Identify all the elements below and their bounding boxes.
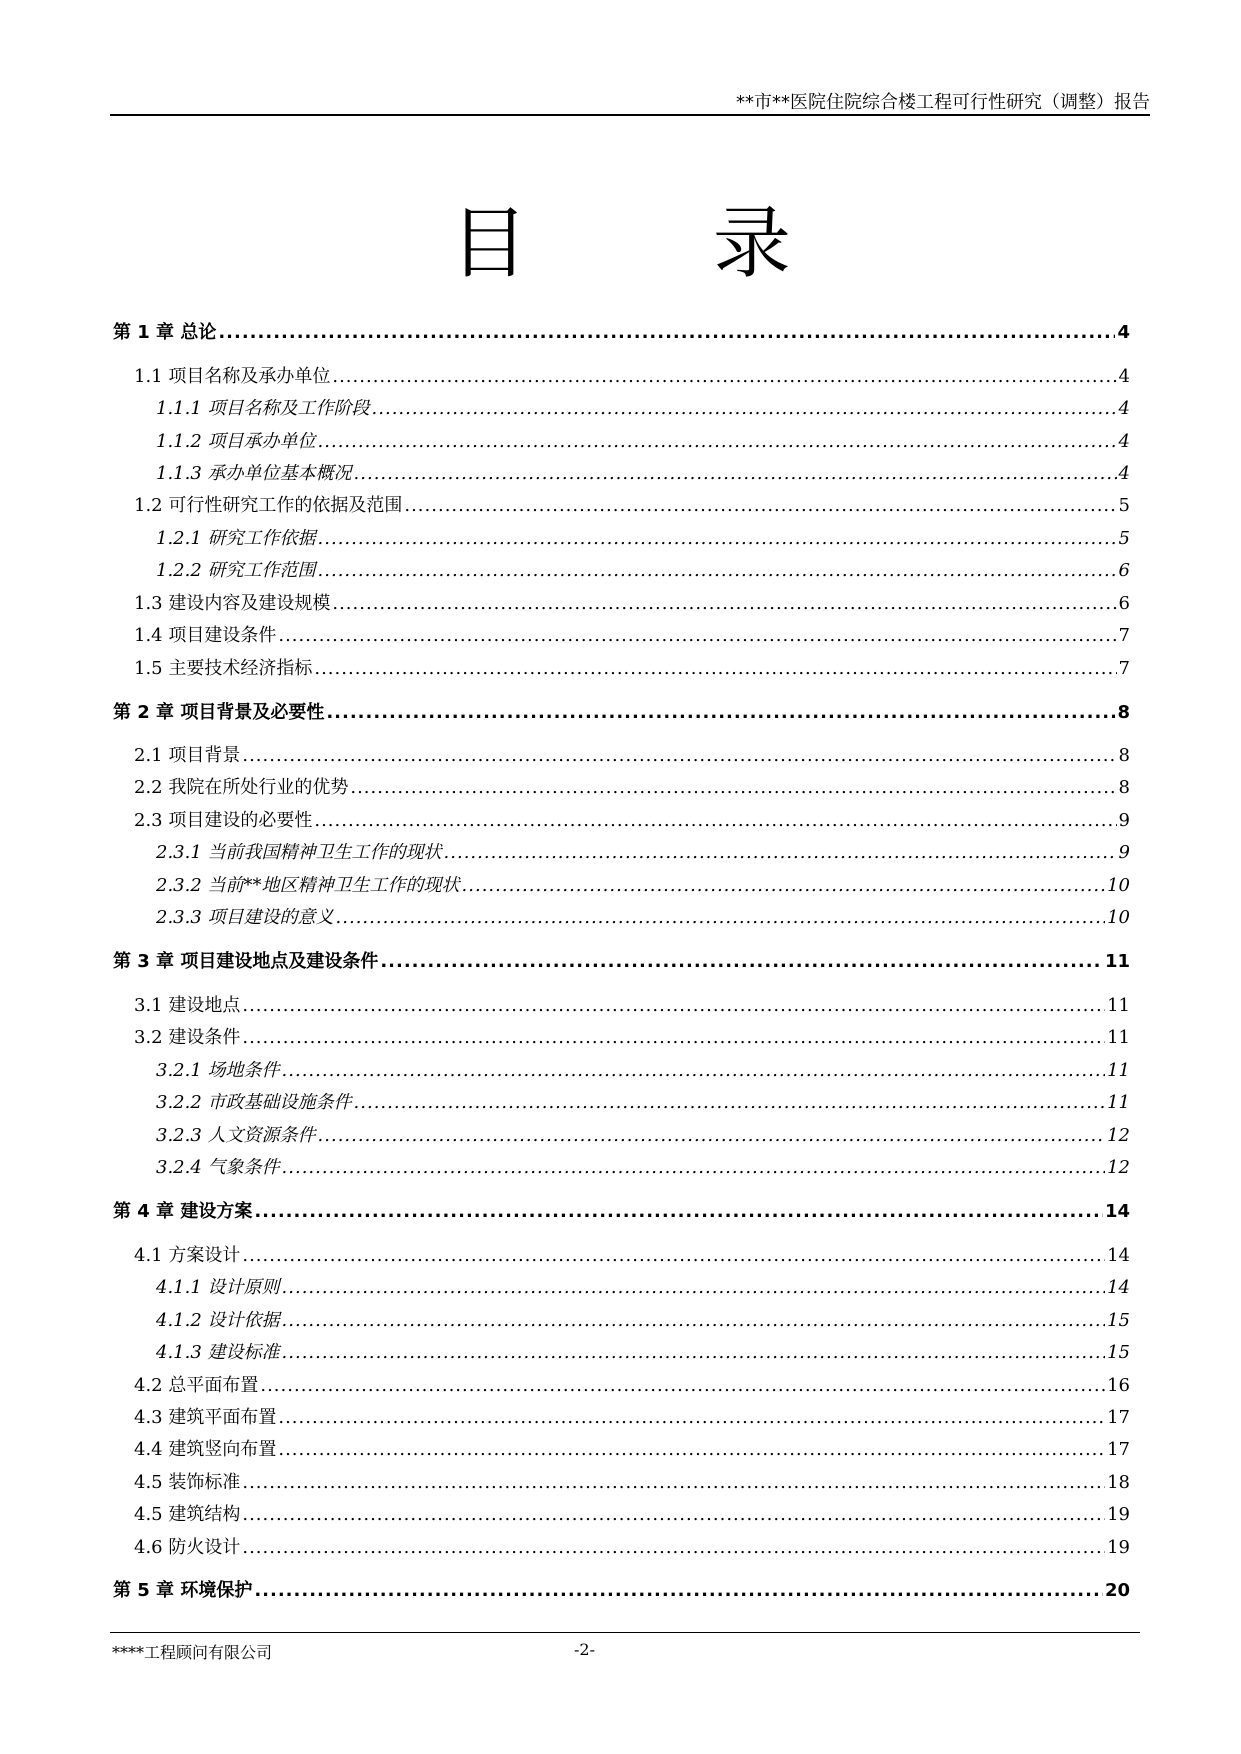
toc-subsection-entry[interactable] (156, 459, 1130, 485)
toc-leader-dots (260, 1375, 1105, 1396)
toc-entry-label: 1.1 项目名称及承办单位 (134, 366, 331, 387)
header-title: **市**医院住院综合楼工程可行性研究（调整）报告 (736, 92, 1150, 113)
toc-leader-dots (462, 875, 1106, 896)
toc-subsection-entry[interactable] (156, 394, 1130, 420)
toc-leader-dots (242, 1472, 1105, 1493)
toc-section-entry[interactable] (134, 1403, 1130, 1429)
toc-entry-label: 2.2 我院在所处行业的优势 (134, 777, 349, 798)
toc-entry-page: 7 (1118, 658, 1130, 679)
toc-entry-page: 15 (1107, 1310, 1130, 1331)
toc-subsection-entry[interactable] (156, 903, 1130, 929)
toc-entry-label: 4.5 装饰标准 (134, 1472, 241, 1493)
toc-entry-label: 4.5 建筑结构 (134, 1504, 241, 1525)
toc-leader-dots (372, 398, 1117, 419)
toc-leader-dots (314, 658, 1116, 679)
toc-subsection-entry[interactable] (156, 1306, 1130, 1332)
toc-entry-label: 1.2.2 研究工作范围 (156, 560, 316, 581)
toc-entry-page: 12 (1107, 1157, 1130, 1178)
toc-entry-page: 5 (1118, 528, 1130, 549)
toc-leader-dots (332, 593, 1116, 614)
toc-leader-dots (282, 1277, 1106, 1298)
toc-entry-label: 第 2 章 项目背景及必要性 (113, 702, 325, 723)
toc-section-entry[interactable] (134, 1241, 1130, 1267)
toc-entry-page: 15 (1107, 1342, 1130, 1363)
toc-leader-dots (314, 810, 1116, 831)
toc-leader-dots (278, 1439, 1105, 1460)
toc-entry-label: 2.3 项目建设的必要性 (134, 810, 313, 831)
toc-entry-label: 1.2 可行性研究工作的依据及范围 (134, 495, 403, 516)
toc-leader-dots (242, 745, 1116, 766)
toc-entry-page: 4 (1118, 366, 1130, 387)
toc-entry-page: 8 (1118, 745, 1130, 766)
toc-entry-page: 14 (1107, 1245, 1130, 1266)
toc-entry-label: 第 5 章 环境保护 (113, 1580, 253, 1601)
toc-entry-label: 3.2.4 气象条件 (156, 1157, 280, 1178)
toc-chapter-entry[interactable] (113, 1576, 1130, 1602)
toc-section-entry[interactable] (134, 1435, 1130, 1461)
toc-entry-label: 1.2.1 研究工作依据 (156, 528, 316, 549)
toc-leader-dots (332, 366, 1116, 387)
toc-entry-label: 4.1.2 设计依据 (156, 1310, 280, 1331)
toc-subsection-entry[interactable] (156, 1121, 1130, 1147)
toc-entry-label: 2.3.1 当前我国精神卫生工作的现状 (156, 842, 442, 863)
toc-chapter-entry[interactable] (113, 318, 1130, 344)
toc-subsection-entry[interactable] (156, 1056, 1130, 1082)
toc-entry-page: 11 (1107, 1092, 1130, 1113)
toc-entry-label: 3.2 建设条件 (134, 1027, 241, 1048)
toc-entry-page: 10 (1107, 875, 1130, 896)
toc-entry-page: 12 (1107, 1125, 1130, 1146)
toc-leader-dots (282, 1060, 1106, 1081)
toc-leader-dots (254, 1580, 1103, 1601)
toc-entry-page: 4 (1118, 398, 1130, 419)
toc-section-entry[interactable] (134, 1533, 1130, 1559)
toc-entry-page: 20 (1104, 1580, 1130, 1601)
toc-entry-page: 17 (1107, 1439, 1130, 1460)
footer-divider (110, 1632, 1140, 1633)
toc-leader-dots (242, 1027, 1105, 1048)
toc-entry-page: 14 (1107, 1277, 1130, 1298)
toc-entry-page: 5 (1118, 495, 1130, 516)
toc-chapter-entry[interactable] (113, 698, 1130, 724)
toc-entry-label: 1.5 主要技术经济指标 (134, 658, 313, 679)
toc-entry-page: 8 (1117, 702, 1130, 723)
toc-chapter-entry[interactable] (113, 1197, 1130, 1223)
toc-section-entry[interactable] (134, 654, 1130, 680)
toc-leader-dots (350, 777, 1116, 798)
toc-entry-page: 17 (1107, 1407, 1130, 1428)
toc-section-entry[interactable] (134, 589, 1130, 615)
toc-subsection-entry[interactable] (156, 556, 1130, 582)
toc-leader-dots (282, 1310, 1106, 1331)
toc-entry-label: 4.1.3 建设标准 (156, 1342, 280, 1363)
toc-entry-label: 4.3 建筑平面布置 (134, 1407, 277, 1428)
toc-section-entry[interactable] (134, 362, 1130, 388)
toc-leader-dots (282, 1342, 1106, 1363)
toc-entry-page: 14 (1104, 1201, 1130, 1222)
toc-entry-page: 4 (1118, 463, 1130, 484)
toc-entry-page: 4 (1117, 322, 1130, 343)
toc-entry-label: 3.2.3 人文资源条件 (156, 1125, 316, 1146)
toc-entry-label: 4.6 防火设计 (134, 1537, 241, 1558)
toc-chapter-entry[interactable] (113, 947, 1130, 973)
toc-entry-page: 18 (1107, 1472, 1130, 1493)
toc-entry-page: 4 (1118, 431, 1130, 452)
toc-entry-label: 2.3.3 项目建设的意义 (156, 907, 334, 928)
toc-leader-dots (354, 463, 1117, 484)
toc-leader-dots (444, 842, 1117, 863)
toc-entry-page: 8 (1118, 777, 1130, 798)
toc-section-entry[interactable] (134, 773, 1130, 799)
toc-entry-label: 第 4 章 建设方案 (113, 1201, 253, 1222)
toc-leader-dots (278, 625, 1116, 646)
toc-entry-label: 1.3 建设内容及建设规模 (134, 593, 331, 614)
toc-entry-page: 11 (1107, 1060, 1130, 1081)
footer-page-number: -2- (574, 1640, 595, 1659)
toc-leader-dots (254, 1201, 1103, 1222)
toc-section-entry[interactable] (134, 621, 1130, 647)
toc-leader-dots (282, 1157, 1106, 1178)
toc-section-entry[interactable] (134, 1371, 1130, 1397)
toc-leader-dots (242, 1245, 1105, 1266)
toc-leader-dots (318, 560, 1117, 581)
toc-entry-label: 4.1 方案设计 (134, 1245, 241, 1266)
toc-entry-label: 第 3 章 项目建设地点及建设条件 (113, 951, 379, 972)
toc-section-entry[interactable] (134, 1468, 1130, 1494)
toc-entry-label: 1.1.1 项目名称及工作阶段 (156, 398, 370, 419)
toc-leader-dots (336, 907, 1106, 928)
toc-entry-page: 19 (1107, 1504, 1130, 1525)
toc-entry-page: 11 (1107, 1027, 1130, 1048)
toc-entry-label: 1.4 项目建设条件 (134, 625, 277, 646)
page-header (110, 86, 1150, 116)
toc-subsection-entry[interactable] (156, 871, 1130, 897)
toc-leader-dots (318, 1125, 1106, 1146)
toc-leader-dots (278, 1407, 1105, 1428)
toc-subsection-entry[interactable] (156, 1338, 1130, 1364)
toc-entry-page: 16 (1107, 1375, 1130, 1396)
toc-section-entry[interactable] (134, 806, 1130, 832)
toc-section-entry[interactable] (134, 741, 1130, 767)
toc-subsection-entry[interactable] (156, 1153, 1130, 1179)
toc-leader-dots (404, 495, 1116, 516)
footer-company: ****工程顾问有限公司 (112, 1643, 273, 1662)
toc-leader-dots (380, 951, 1103, 972)
toc-entry-page: 6 (1118, 560, 1130, 581)
toc-leader-dots (218, 322, 1115, 343)
toc-subsection-entry[interactable] (156, 524, 1130, 550)
toc-entry-page: 6 (1118, 593, 1130, 614)
toc-subsection-entry[interactable] (156, 838, 1130, 864)
toc-entry-page: 9 (1118, 810, 1130, 831)
toc-entry-page: 7 (1118, 625, 1130, 646)
toc-leader-dots (242, 1537, 1105, 1558)
toc-entry-label: 4.4 建筑竖向布置 (134, 1439, 277, 1460)
toc-section-entry[interactable] (134, 1500, 1130, 1526)
toc-leader-dots (326, 702, 1115, 723)
toc-entry-page: 10 (1107, 907, 1130, 928)
toc-entry-page: 11 (1104, 951, 1130, 972)
toc-entry-label: 3.1 建设地点 (134, 995, 241, 1016)
toc-entry-label: 2.1 项目背景 (134, 745, 241, 766)
toc-subsection-entry[interactable] (156, 1273, 1130, 1299)
toc-entry-label: 4.2 总平面布置 (134, 1375, 259, 1396)
toc-section-entry[interactable] (134, 991, 1130, 1017)
toc-leader-dots (242, 1504, 1105, 1525)
toc-entry-page: 9 (1118, 842, 1130, 863)
toc-section-entry[interactable] (134, 491, 1130, 517)
toc-entry-page: 19 (1107, 1537, 1130, 1558)
toc-entry-label: 1.1.2 项目承办单位 (156, 431, 316, 452)
toc-entry-label: 3.2.2 市政基础设施条件 (156, 1092, 352, 1113)
toc-entry-label: 4.1.1 设计原则 (156, 1277, 280, 1298)
toc-subsection-entry[interactable] (156, 427, 1130, 453)
toc-leader-dots (318, 528, 1117, 549)
toc-entry-label: 2.3.2 当前**地区精神卫生工作的现状 (156, 875, 460, 896)
toc-section-entry[interactable] (134, 1023, 1130, 1049)
toc-entry-label: 第 1 章 总论 (113, 322, 217, 343)
toc-title: 目 录 (450, 199, 871, 289)
toc-leader-dots (354, 1092, 1106, 1113)
toc-entry-label: 3.2.1 场地条件 (156, 1060, 280, 1081)
toc-entry-label: 1.1.3 承办单位基本概况 (156, 463, 352, 484)
toc-leader-dots (242, 995, 1105, 1016)
toc-subsection-entry[interactable] (156, 1088, 1130, 1114)
toc-leader-dots (318, 431, 1117, 452)
toc-entry-page: 11 (1107, 995, 1130, 1016)
